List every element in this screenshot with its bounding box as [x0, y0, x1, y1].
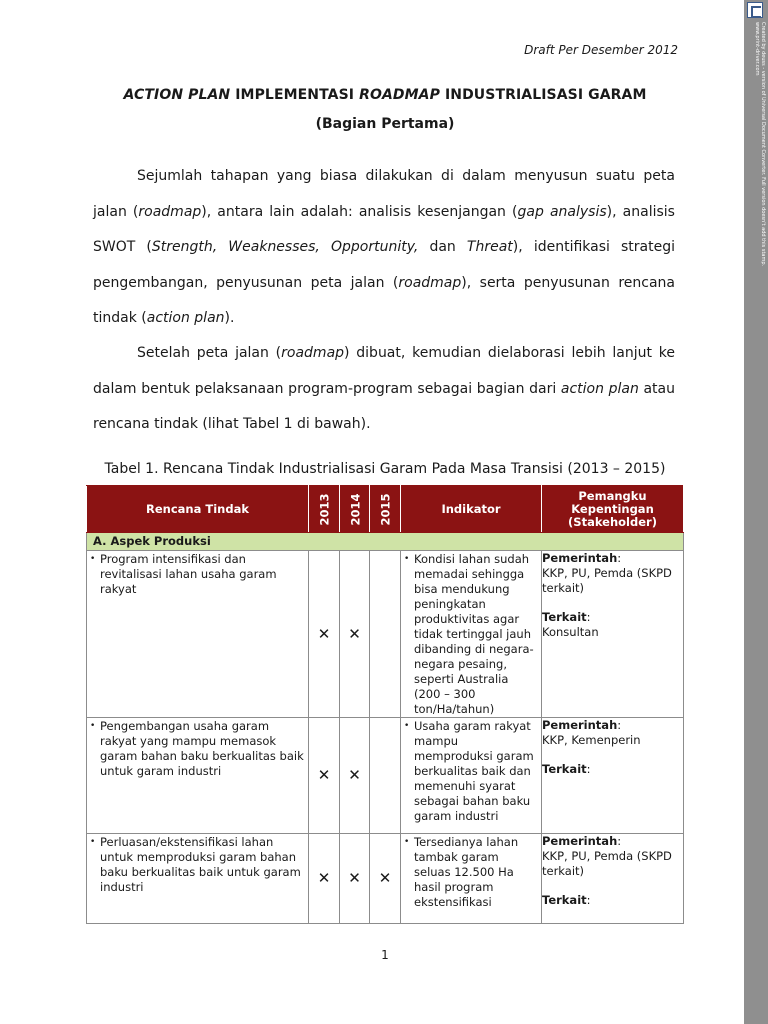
table-row — [87, 834, 684, 924]
pemerintah-value: KKP, PU, Pemda (SKPD terkait) — [542, 566, 672, 595]
header-pemangku: Pemangku Kepentingan (Stakeholder) — [542, 486, 684, 533]
pemerintah-label: Pemerintah — [542, 551, 618, 565]
para-italic: Strength, Weaknesses, Opportunity, — [151, 239, 419, 255]
title-part: ACTION PLAN — [123, 87, 231, 103]
stamp-line: Created by deuss - version of Universal Document Converter. Full version doesn't add this stamp. — [760, 22, 766, 267]
header-year-2013 — [309, 486, 340, 533]
stakeholder-cell: Pemerintah: KKP, Kemenperin Terkait: — [542, 718, 684, 834]
paragraph-1 — [93, 159, 675, 337]
rencana-text: Program intensifikasi dan revitalisasi lahan usaha garam rakyat — [100, 552, 277, 596]
title-part: IMPLEMENTASI — [230, 87, 360, 103]
para-italic: action plan — [560, 380, 639, 397]
bullet-icon: • — [90, 721, 96, 731]
bullet-icon: • — [90, 554, 96, 564]
para-italic: roadmap — [281, 345, 345, 361]
para-text: ). — [224, 310, 235, 326]
pemerintah-value: KKP, PU, Pemda (SKPD terkait) — [542, 849, 672, 878]
para-text: ), analisis SWOT ( — [93, 203, 675, 255]
mark-2013: ✕ — [309, 834, 340, 924]
para-text: atau rencana tindak (lihat Tabel 1 di bawah). — [93, 380, 675, 432]
para-text: ) dibuat, kemudian dielaborasi lebih lanjut ke dalam bentuk pelaksanaan program-program sebagai bagian dari — [93, 345, 675, 397]
para-italic: gap analysis — [517, 203, 607, 220]
converter-stamp — [746, 22, 766, 292]
terkait-label: Terkait — [542, 893, 587, 907]
stakeholder-cell: Pemerintah: KKP, PU, Pemda (SKPD terkait) Terkait: — [542, 834, 684, 924]
mark-2014: ✕ — [340, 718, 370, 834]
rencana-text: Pengembangan usaha garam rakyat yang mampu memasok garam bahan baku berkualitas baik untuk garam industri — [100, 719, 304, 778]
terkait-label: Terkait — [542, 610, 587, 624]
header-rencana: Rencana Tindak — [87, 486, 309, 533]
section-row — [87, 533, 684, 551]
header-year-2015 — [370, 486, 401, 533]
year-label: 2013 — [317, 492, 332, 526]
pemerintah-label: Pemerintah — [542, 718, 618, 732]
table-header-row — [87, 486, 684, 533]
para-text: ), antara lain adalah: analisis kesenjangan ( — [201, 203, 518, 220]
year-label: 2015 — [378, 492, 393, 526]
para-italic: roadmap — [138, 203, 202, 220]
mark-2015 — [370, 551, 401, 718]
mark-2014: ✕ — [340, 834, 370, 924]
bullet-icon: • — [404, 721, 410, 731]
converter-logo-icon — [747, 2, 763, 18]
para-text: ), identifikasi strategi pengembangan, penyusunan peta jalan ( — [93, 239, 675, 291]
para-italic: action plan — [146, 310, 225, 326]
rencana-text: Perluasan/ekstensifikasi lahan untuk memproduksi garam bahan baku berkualitas baik untuk garam industri — [100, 835, 301, 894]
page-number: 1 — [381, 948, 389, 962]
document-subtitle: (Bagian Pertama) — [315, 116, 455, 132]
stakeholder-cell: Pemerintah: KKP, PU, Pemda (SKPD terkait) Terkait: Konsultan — [542, 551, 684, 718]
para-italic: roadmap — [398, 274, 462, 291]
indikator-text: Kondisi lahan sudah memadai sehingga bisa mendukung peningkatan produktivitas agar tidak tertinggal jauh dibanding di negara-negara pesaing, seperti Australia (200 – 300 ton/Ha/tahun) — [414, 552, 534, 716]
para-text: Sejumlah tahapan yang biasa dilakukan di dalam menyusun suatu peta jalan ( — [93, 168, 675, 220]
indikator-cell — [401, 834, 542, 924]
title-part: INDUSTRIALISASI GARAM — [439, 87, 647, 103]
paragraph-2 — [93, 336, 675, 443]
indikator-text: Tersedianya lahan tambak garam seluas 12.500 Ha hasil program ekstensifikasi — [414, 835, 519, 909]
table-row — [87, 551, 684, 718]
para-text: dan — [418, 239, 467, 255]
draft-label: Draft Per Desember 2012 — [524, 43, 678, 57]
rencana-cell — [87, 718, 309, 834]
pemerintah-value: KKP, Kemenperin — [542, 733, 641, 747]
para-text: Setelah peta jalan ( — [137, 345, 282, 361]
table-row — [87, 718, 684, 834]
title-part: ROADMAP — [359, 87, 440, 103]
header-indikator: Indikator — [401, 486, 542, 533]
mark-2013: ✕ — [309, 551, 340, 718]
action-plan-table — [86, 485, 684, 924]
bullet-icon: • — [404, 837, 410, 847]
terkait-value: Konsultan — [542, 625, 599, 639]
pemerintah-label: Pemerintah — [542, 834, 618, 848]
header-year-2014 — [340, 486, 370, 533]
terkait-label: Terkait — [542, 762, 587, 776]
indikator-text: Usaha garam rakyat mampu memproduksi garam berkualitas baik dan memenuhi syarat sebagai bahan baku garam industri — [414, 719, 534, 823]
rencana-cell — [87, 834, 309, 924]
mark-2013: ✕ — [309, 718, 340, 834]
rencana-cell — [87, 551, 309, 718]
mark-2015 — [370, 718, 401, 834]
mark-2014: ✕ — [340, 551, 370, 718]
bullet-icon: • — [404, 554, 410, 564]
viewer-sidebar — [744, 0, 768, 1024]
table-caption: Tabel 1. Rencana Tindak Industrialisasi Garam Pada Masa Transisi (2013 – 2015) — [104, 461, 666, 477]
document-title — [60, 87, 710, 103]
stamp-line: www.print-driver.com — [754, 22, 760, 76]
mark-2015: ✕ — [370, 834, 401, 924]
section-aspek-produksi: A. Aspek Produksi — [87, 533, 684, 551]
para-italic: Threat — [466, 239, 513, 255]
indikator-cell — [401, 551, 542, 718]
para-text: ), serta penyusunan rencana tindak ( — [93, 274, 675, 326]
bullet-icon: • — [90, 837, 96, 847]
year-label: 2014 — [348, 492, 363, 526]
indikator-cell — [401, 718, 542, 834]
